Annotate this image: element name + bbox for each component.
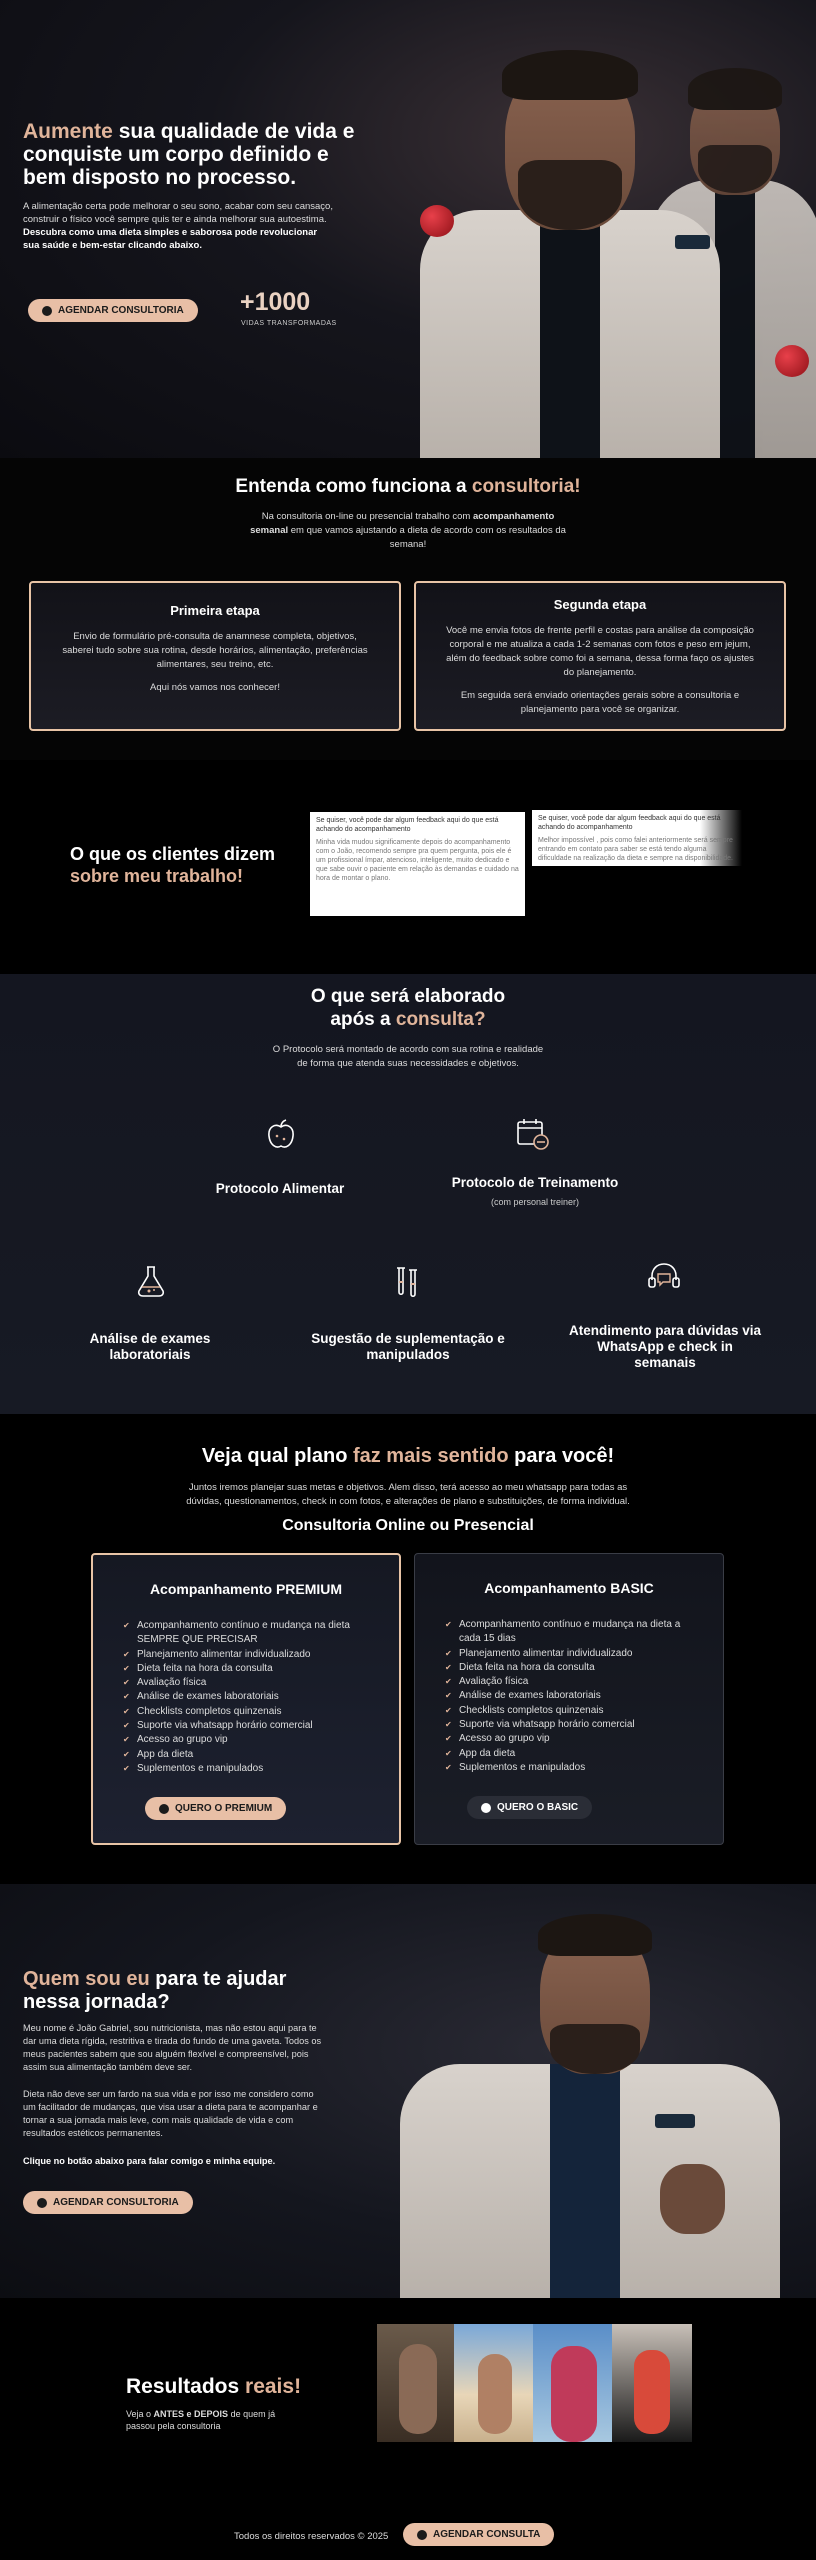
whatsapp-icon — [42, 306, 52, 316]
whatsapp-icon — [481, 1803, 491, 1813]
schedule-consultation-button[interactable]: AGENDAR CONSULTORIA — [28, 299, 198, 322]
stat-number: +1000 — [240, 288, 311, 316]
plan-feature: ✔ App da dieta — [445, 1747, 693, 1761]
before-after-photo[interactable] — [454, 2324, 536, 2442]
testimonial-card[interactable] — [310, 812, 525, 916]
stage-text: Aqui nós vamos nos conhecer! — [150, 682, 280, 693]
feature-subtitle: (com personal treiner) — [490, 1197, 580, 1207]
results-subtitle: Veja o ANTES e DEPOIS de quem já passou pela consultoria — [126, 2409, 276, 2431]
plan-feature: ✔ Checklists completos quinzenais — [445, 1704, 693, 1718]
calendar-dumbbell-icon — [514, 1115, 550, 1151]
stage-text: Envio de formulário pré-consulta de anamnese completa, objetivos, saberei tudo sobre sua rotina, desde horários, alimentação, preferências alimentares, seu treino, etc. — [62, 631, 368, 670]
plan-feature: ✔ Acesso ao grupo vip — [123, 1733, 369, 1747]
schedule-consultation-button[interactable]: AGENDAR CONSULTORIA — [23, 2191, 193, 2214]
headset-chat-icon — [646, 1260, 682, 1296]
plan-feature: ✔ App da dieta — [123, 1748, 369, 1762]
stage-text: Em seguida será enviado orientações gerais sobre a consultoria e planejamento para você se organizar. — [460, 690, 740, 715]
how-title: Entenda como funciona a consultoria! — [235, 476, 581, 497]
feature-title: Protocolo de Treinamento — [451, 1175, 619, 1190]
hero-lead: A alimentação certa pode melhorar o seu sono, acabar com seu cansaço, construir o físico você sempre quis ter e ainda melhorar sua autoestima. Descubra como uma dieta simples e saborosa pode revolucionar sua saúde e bem-estar clicando abaixo. — [23, 201, 333, 251]
plan-feature: ✔ Avaliação física — [123, 1676, 369, 1690]
premium-plan-button[interactable]: QUERO O PREMIUM — [145, 1797, 286, 1820]
about-paragraph: Dieta não deve ser um fardo na sua vida e por isso me considero como um facilitador de mudanças, que visa usar a dieta para te acompanhar e tornar a sua jornada mais leve, com mais qualidade de vida e com resultados estéticos permanentes. — [23, 2089, 318, 2138]
plan-feature: ✔ Suporte via whatsapp horário comercial — [445, 1718, 693, 1732]
whatsapp-icon — [417, 2530, 427, 2540]
before-after-photo[interactable] — [377, 2324, 459, 2442]
hero-title: Aumente sua qualidade de vida e conquiste um corpo definido e bem disposto no processo. — [23, 120, 355, 189]
whatsapp-icon — [159, 1804, 169, 1814]
feature-title: Análise de exames laboratoriais — [89, 1331, 211, 1362]
plan-feature: ✔ Avaliação física — [445, 1675, 693, 1689]
about-paragraph: Meu nome é João Gabriel, sou nutricionista, mas não estou aqui para te dar uma dieta rígida, restritiva e tirada do fundo de uma gaveta. Todos os meus pacientes sabem que sou alguém flexível e compreensível, pois assim sua alimentação também deve ser. — [23, 2023, 322, 2072]
plan-feature: ✔ Análise de exames laboratoriais — [445, 1689, 693, 1703]
before-after-photo[interactable] — [533, 2324, 615, 2442]
plan-features — [123, 1619, 369, 1776]
apple-icon — [263, 1117, 299, 1153]
plan-features — [445, 1618, 693, 1775]
plan-card-basic — [414, 1553, 724, 1845]
how-subtitle: Na consultoria on-line ou presencial trabalho com acompanhamento semanal em que vamos ajustando a dieta de acordo com os resultados da semana! — [250, 511, 566, 550]
about-title: Quem sou eu para te ajudar nessa jornada? — [23, 1968, 287, 2013]
plan-title: Acompanhamento PREMIUM — [149, 1581, 343, 1597]
flask-icon — [133, 1263, 169, 1299]
results-title: Resultados reais! — [126, 2375, 302, 2398]
apple-decoration — [420, 205, 454, 237]
basic-plan-button[interactable]: QUERO O BASIC — [467, 1796, 592, 1819]
plans-mode: Consultoria Online ou Presencial — [282, 1517, 534, 1534]
plan-feature: ✔ Checklists completos quinzenais — [123, 1705, 369, 1719]
schedule-consultation-footer-button[interactable]: AGENDAR CONSULTA — [403, 2523, 554, 2546]
stage-card-first — [29, 581, 401, 731]
hero-section — [0, 0, 816, 458]
plans-subtitle: Juntos iremos planejar suas metas e objetivos. Alem disso, terá acesso ao meu whatsapp para todas as dúvidas, questionamentos, check in com fotos, e alterações de plano e substituições, de forma individual. — [186, 1482, 630, 1507]
testimonial-answer: Melhor impossível , pois como falei anteriormente será sempre entrando em contato para saber se está tendo alguma dificuldade na realização da dieta e sempre na disponibilidade. — [538, 837, 733, 862]
testimonial-card[interactable] — [532, 810, 742, 866]
stage-card-second — [414, 581, 786, 731]
plan-feature: ✔ Acompanhamento contínuo e mudança na dieta a cada 15 dias — [445, 1618, 693, 1647]
plan-feature: ✔ Acesso ao grupo vip — [445, 1732, 693, 1746]
feature-title: Sugestão de suplementação e manipulados — [311, 1331, 505, 1362]
plan-feature: ✔ Dieta feita na hora da consulta — [123, 1662, 369, 1676]
stat-label: VIDAS TRANSFORMADAS — [241, 320, 337, 327]
testimonial-answer: Minha vida mudou significamente depois do acompanhamento com o João, recomendo sempre pra quem pergunta, pois ele é um profissional ímpar, atencioso, inteligente, muito dedicado e que sabe ouvir o paciente em relação às demandas e cuidado na hora de montar o plano. — [316, 839, 519, 882]
test-tubes-icon — [389, 1264, 425, 1300]
nutritionist-photo-about — [400, 1914, 780, 2298]
plan-feature: ✔ Suporte via whatsapp horário comercial — [123, 1719, 369, 1733]
plan-feature: ✔ Suplementos e manipulados — [445, 1761, 693, 1775]
plan-feature: ✔ Dieta feita na hora da consulta — [445, 1661, 693, 1675]
plan-feature: ✔ Planejamento alimentar individualizado — [445, 1647, 693, 1661]
plan-feature: ✔ Análise de exames laboratoriais — [123, 1690, 369, 1704]
testimonials-title: O que os clientes dizem sobre meu trabalho! — [70, 844, 276, 886]
about-paragraph: Clique no botão abaixo para falar comigo e minha equipe. — [23, 2156, 276, 2166]
feature-title: Protocolo Alimentar — [215, 1181, 345, 1196]
copyright-text: Todos os direitos reservados © 2025 — [234, 2531, 389, 2542]
testimonial-question: Se quiser, você pode dar algum feedback aqui do que está achando do acompanhamento — [538, 815, 721, 831]
plan-feature: ✔ Acompanhamento contínuo e mudança na dieta SEMPRE QUE PRECISAR — [123, 1619, 369, 1648]
feature-title: Atendimento para dúvidas via WhatsApp e check in semanais — [568, 1323, 762, 1370]
stage-title: Segunda etapa — [553, 597, 647, 612]
testimonial-question: Se quiser, você pode dar algum feedback aqui do que está achando do acompanhamento — [316, 817, 499, 833]
plan-feature: ✔ Planejamento alimentar individualizado — [123, 1648, 369, 1662]
stage-title: Primeira etapa — [170, 603, 260, 618]
nutritionist-photo-main — [420, 40, 720, 458]
before-after-photo[interactable] — [612, 2324, 692, 2442]
protocol-title: O que será elaborado após a consulta? — [310, 986, 506, 1030]
stage-text: Você me envia fotos de frente perfil e costas para análise da composição corporal e me atualiza a cada 1-2 semanas com fotos e peso em jejum, além do feedback sobre como foi a semana, dessa forma faço os ajustes do planejamento. — [446, 625, 754, 678]
protocol-subtitle: O Protocolo será montado de acordo com sua rotina e realidade de forma que atenda suas necessidades e objetivos. — [272, 1044, 544, 1069]
apple-decoration — [775, 345, 809, 377]
plans-title: Veja qual plano faz mais sentido para você! — [201, 1445, 615, 1467]
whatsapp-icon — [37, 2198, 47, 2208]
plan-card-premium — [91, 1553, 401, 1845]
plan-title: Acompanhamento BASIC — [484, 1580, 654, 1596]
plan-feature: ✔ Suplementos e manipulados — [123, 1762, 369, 1776]
